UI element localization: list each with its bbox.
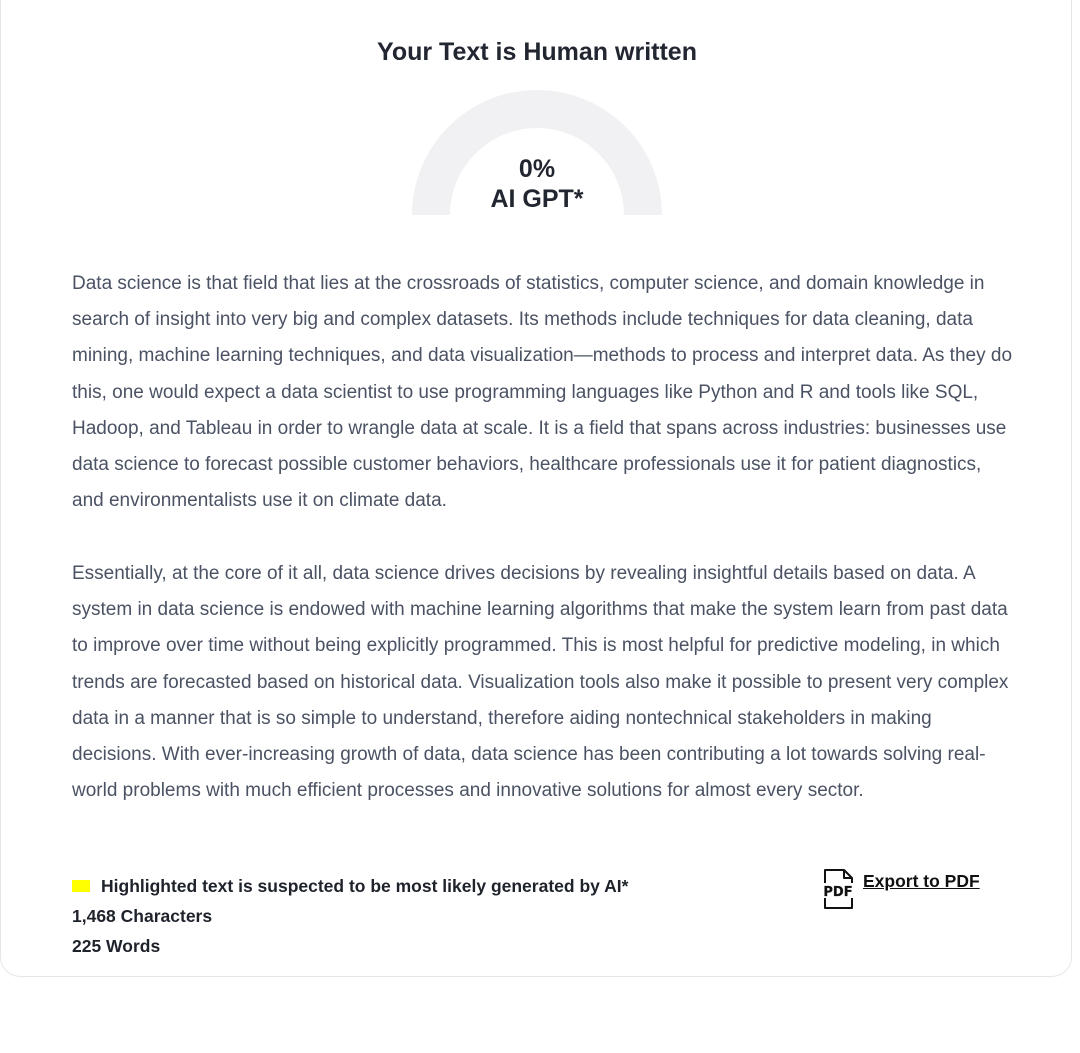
analyzed-text xyxy=(72,266,1012,846)
export-pdf-label[interactable]: Export to PDF xyxy=(863,871,980,891)
word-count: 225 Words xyxy=(72,936,161,956)
gauge-label: AI GPT* xyxy=(490,185,584,213)
export-pdf-button[interactable] xyxy=(821,869,980,909)
svg-text:PDF: PDF xyxy=(823,885,853,900)
highlight-legend xyxy=(72,874,628,898)
gauge-percent: 0% xyxy=(518,155,556,183)
text-paragraph: Essentially, at the core of it all, data science drives decisions by revealing insightful details based on data. A system in data science is endowed with machine learning algorithms that make the system learn from past data to improve over time without being explicitly programmed. This is most helpful for predictive modeling, in which trends are forecasted based on historical data. Visualization tools also make it possible to present very complex data in a manner that is so simple to understand, therefore aiding nontechnical stakeholders in making decisions. With ever-increasing growth of data, data science has been contributing a lot towards solving real-world problems with much efficient processes and innovative solutions for almost every sector. xyxy=(72,562,1009,802)
character-count: 1,468 Characters xyxy=(72,906,213,926)
result-title: Your Text is Human written xyxy=(377,38,697,66)
text-paragraph: Data science is that field that lies at the crossroads of statistics, computer science, and domain knowledge in search of insight into very big and complex datasets. Its methods include techniques for data cleaning, data mining, machine learning techniques, and data visualization—methods to process and interpret data. As they do this, one would expect a data scientist to use programming languages like Python and R and tools like SQL, Hadoop, and Tableau in order to wrangle data at scale. It is a field that spans across industries: businesses use data science to forecast possible customer behaviors, healthcare professionals use it for patient diagnostics, and environmentalists use it on climate data. xyxy=(72,273,1013,512)
pdf-file-icon xyxy=(821,869,855,909)
legend-text: Highlighted text is suspected to be most likely generated by AI* xyxy=(101,875,629,896)
highlight-swatch xyxy=(72,880,90,892)
